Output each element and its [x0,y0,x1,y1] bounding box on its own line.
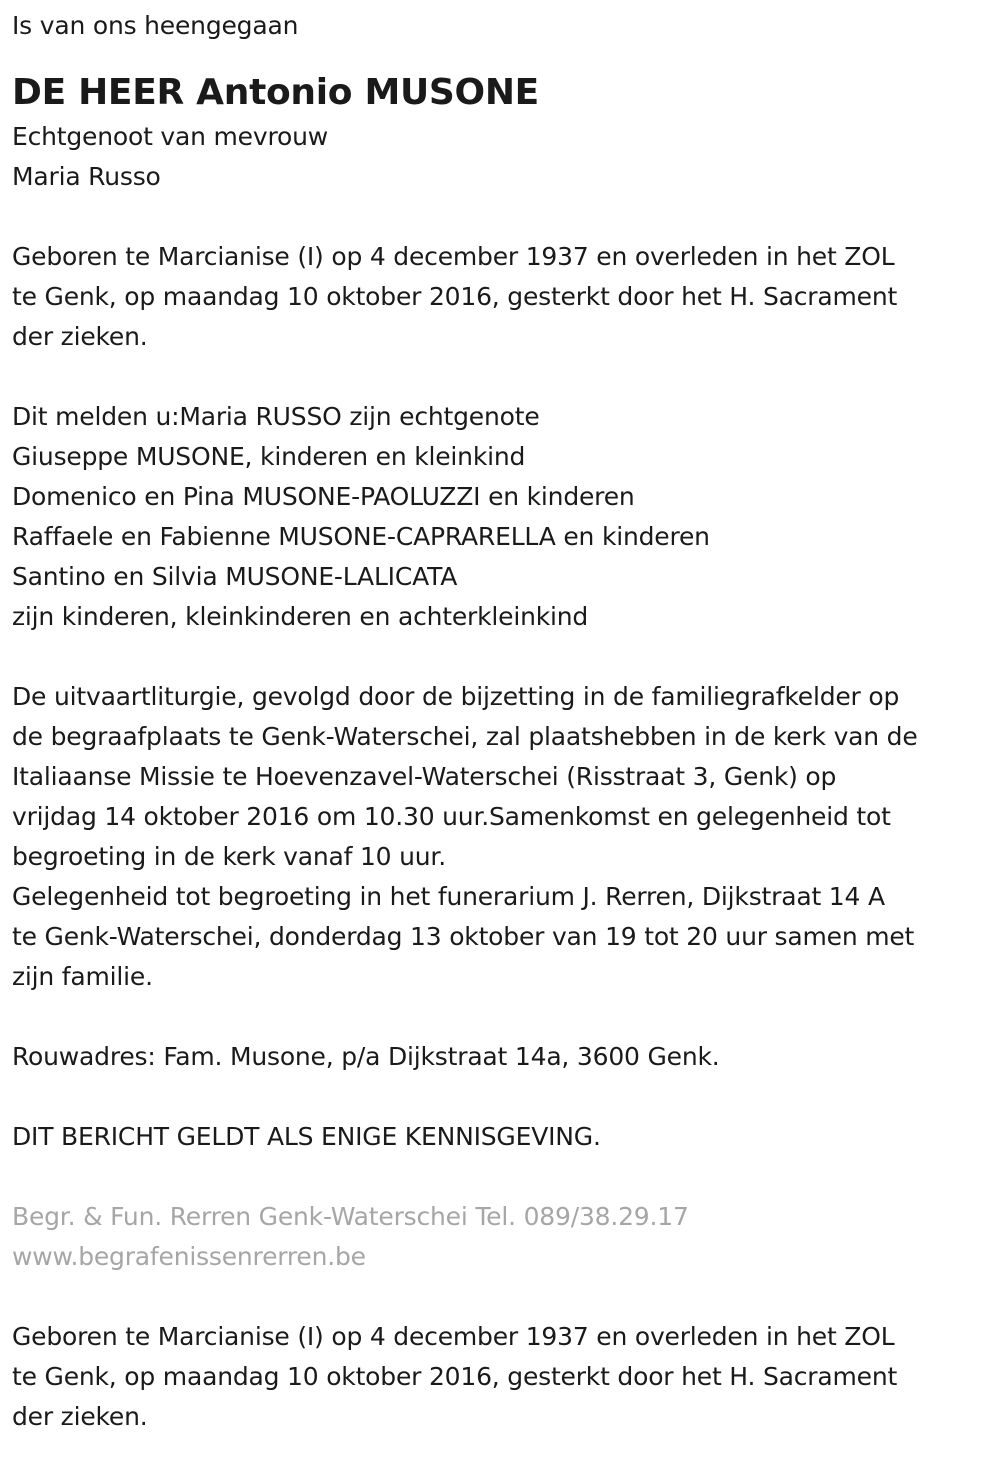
notice-block [12,1117,988,1157]
spouse-line: Maria Russo [12,162,161,191]
birth-death-line: te Genk, op maandag 10 oktober 2016, gesterkt door het H. Sacrament [12,282,898,311]
family-line: Giuseppe MUSONE, kinderen en kleinkind [12,442,526,471]
address-block [12,1037,988,1077]
funeral-line: vrijdag 14 oktober 2016 om 10.30 uur.Samenkomst en gelegenheid tot [12,802,891,831]
birth-death-repeat-block [12,1317,988,1437]
sole-notice: DIT BERICHT GELDT ALS ENIGE KENNISGEVING. [12,1122,601,1151]
undertaker-block [12,1197,988,1277]
birth-death-line: Geboren te Marcianise (I) op 4 december 1937 en overleden in het ZOL [12,1322,895,1351]
spouse-line: Echtgenoot van mevrouw [12,122,328,151]
birth-death-line: der zieken. [12,322,148,351]
family-line: Santino en Silvia MUSONE-LALICATA [12,562,458,591]
funeral-line: begroeting in de kerk vanaf 10 uur. [12,842,446,871]
birth-death-line: der zieken. [12,1402,148,1431]
family-line: Raffaele en Fabienne MUSONE-CAPRARELLA en kinderen [12,522,710,551]
funeral-line: te Genk-Waterschei, donderdag 13 oktober van 19 tot 20 uur samen met [12,922,915,951]
spouse-block [12,117,988,197]
mourning-address: Rouwadres: Fam. Musone, p/a Dijkstraat 14a, 3600 Genk. [12,1042,720,1071]
funeral-line: zijn familie. [12,962,153,991]
intro-text: Is van ons heengegaan [12,11,299,40]
funeral-line: Gelegenheid tot begroeting in het funerarium J. Rerren, Dijkstraat 14 A [12,882,885,911]
family-line: zijn kinderen, kleinkinderen en achterkleinkind [12,602,589,631]
intro-block [12,6,988,46]
deceased-name-block [12,69,988,117]
birth-death-block [12,237,988,357]
family-block [12,397,988,637]
funeral-line: Italiaanse Missie te Hoevenzavel-Waterschei (Risstraat 3, Genk) op [12,762,837,791]
birth-death-line: Geboren te Marcianise (I) op 4 december 1937 en overleden in het ZOL [12,242,895,271]
family-line: Domenico en Pina MUSONE-PAOLUZZI en kinderen [12,482,635,511]
funeral-line: De uitvaartliturgie, gevolgd door de bijzetting in de familiegrafkelder op [12,682,900,711]
undertaker-website: www.begrafenissenrerren.be [12,1242,366,1271]
funeral-block [12,677,988,997]
birth-death-line: te Genk, op maandag 10 oktober 2016, gesterkt door het H. Sacrament [12,1362,898,1391]
deceased-name: DE HEER Antonio MUSONE [12,72,539,113]
family-line: Dit melden u:Maria RUSSO zijn echtgenote [12,402,540,431]
funeral-line: de begraafplaats te Genk-Waterschei, zal plaatshebben in de kerk van de [12,722,918,751]
undertaker-contact: Begr. & Fun. Rerren Genk-Waterschei Tel. 089/38.29.17 [12,1202,689,1231]
